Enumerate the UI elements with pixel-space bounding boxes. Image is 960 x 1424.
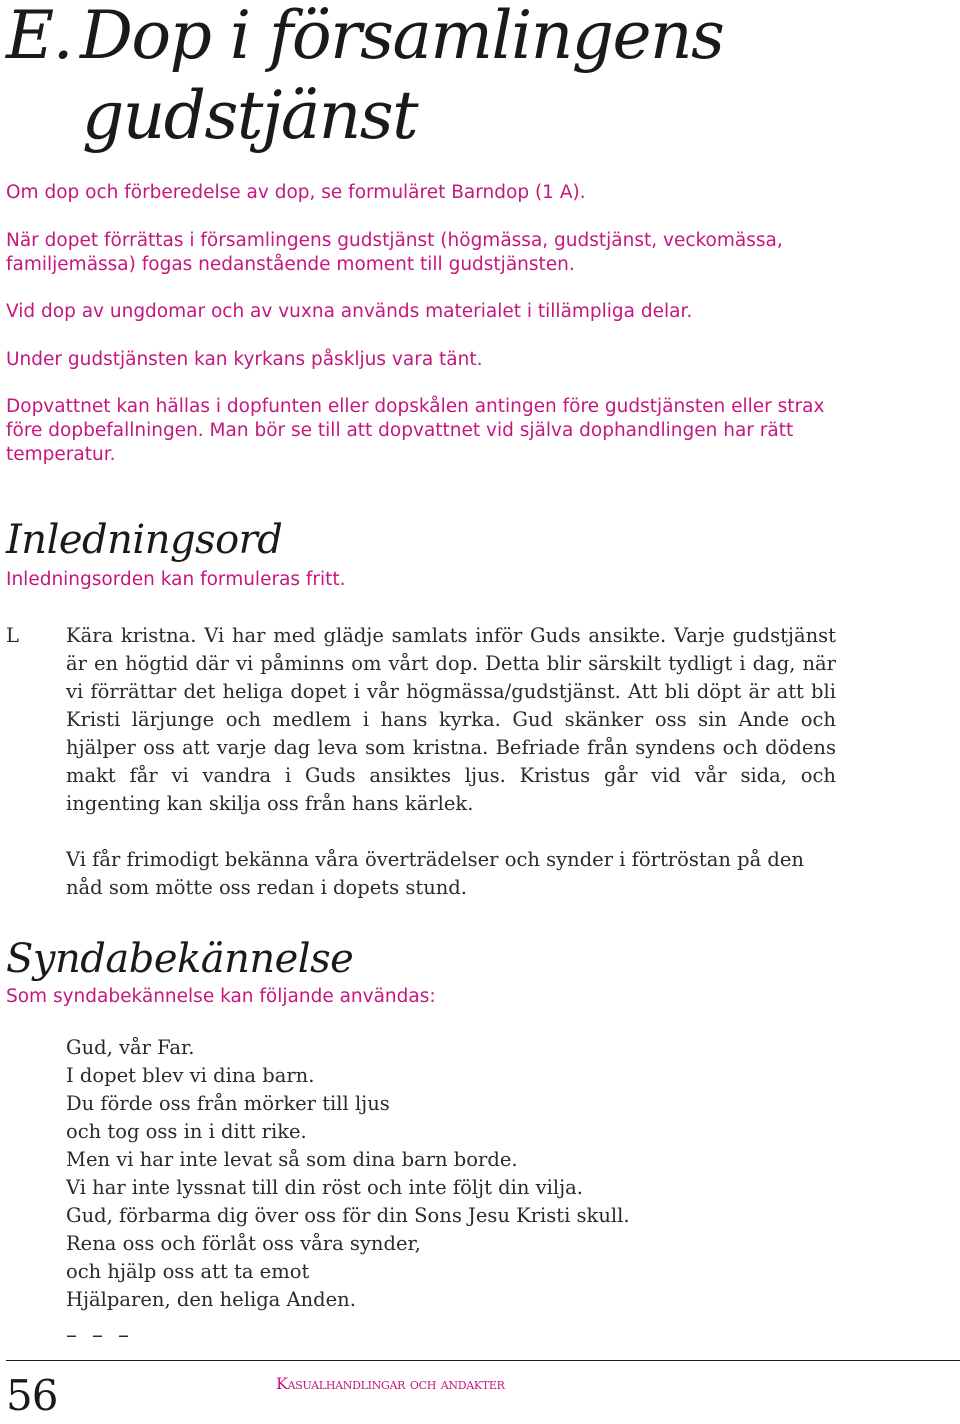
intro-paragraph-1: Om dop och förberedelse av dop, se formuläret Barndop (1 A). [6,182,586,203]
prayer-line: Hjälparen, den heliga Anden. [66,1288,356,1311]
prayer-line: Rena oss och förlåt oss våra synder, [66,1232,421,1255]
prayer-line: Du förde oss från mörker till ljus [66,1092,390,1115]
rubric-syndabekannelse: Som syndabekännelse kan följande användas: [6,986,436,1007]
prayer-line: och tog oss in i ditt rike. [66,1120,307,1143]
title-line-1: Dop i församlingens [80,0,724,74]
page-title [6,0,723,76]
intro-paragraph-4: Under gudstjänsten kan kyrkans påskljus vara tänt. [6,349,483,370]
inledningsord-paragraph-1: Kära kristna. Vi har med glädje samlats inför Guds ansikte. Varje gudstjänst är en högtid där vi påminns om vårt dop. Detta blir särskilt tydligt i dag, när vi förrättar det heliga dopet i vår högmässa/gudstjänst. Att bli döpt är att bli Kristi lärjunge och medlem i hans kyrka. Gud skänker oss sin Ande och hjälper oss att varje dag leva som kristna. Befriade från syndens och dödens makt får vi vandra i Guds ansiktes ljus. Kristus går vid vår sida, och ingenting kan skilja oss från hans kärlek. [66,624,836,815]
prayer-line: Gud, förbarma dig över oss för din Sons Jesu Kristi skull. [66,1204,630,1227]
page-number: 56 [6,1371,58,1420]
inledningsord-paragraph-2: Vi får frimodigt bekänna våra överträdelser och synder i förtröstan på den nåd som mötte oss redan i dopets stund. [66,848,804,899]
prayer-line: Men vi har inte levat så som dina barn borde. [66,1148,518,1171]
prayer-line: och hjälp oss att ta emot [66,1260,310,1283]
intro-paragraph-2: När dopet förrättas i församlingens gudstjänst (högmässa, gudstjänst, veckomässa, familjemässa) fogas nedanstående moment till gudstjänsten. [6,230,783,275]
prayer-line: I dopet blev vi dina barn. [66,1064,315,1087]
confession-prayer [66,1034,866,1314]
footer-divider [6,1360,960,1361]
section-letter: E. [6,0,73,74]
intro-paragraph-3: Vid dop av ungdomar och av vuxna används materialet i tillämpliga delar. [6,301,693,322]
prayer-line: Vi har inte lyssnat till din röst och inte följt din vilja. [66,1176,583,1199]
intro-paragraph-5: Dopvattnet kan hällas i dopfunten eller dopskålen antingen före gudstjänsten eller strax före dopbefallningen. Man bör se till att dopvattnet vid själva dophandlingen har rätt temperatur. [6,396,825,465]
prayer-line: Gud, vår Far. [66,1036,195,1059]
speaker-label: L [6,624,19,647]
heading-inledningsord: Inledningsord [6,517,283,563]
heading-syndabekannelse: Syndabekännelse [6,936,354,982]
title-line-2: gudstjänst [82,77,418,154]
running-footer-title: Kasualhandlingar och andakter [276,1374,505,1393]
rubric-inledningsord: Inledningsorden kan formuleras fritt. [6,569,346,590]
continuation-dashes: – – – [66,1323,133,1348]
